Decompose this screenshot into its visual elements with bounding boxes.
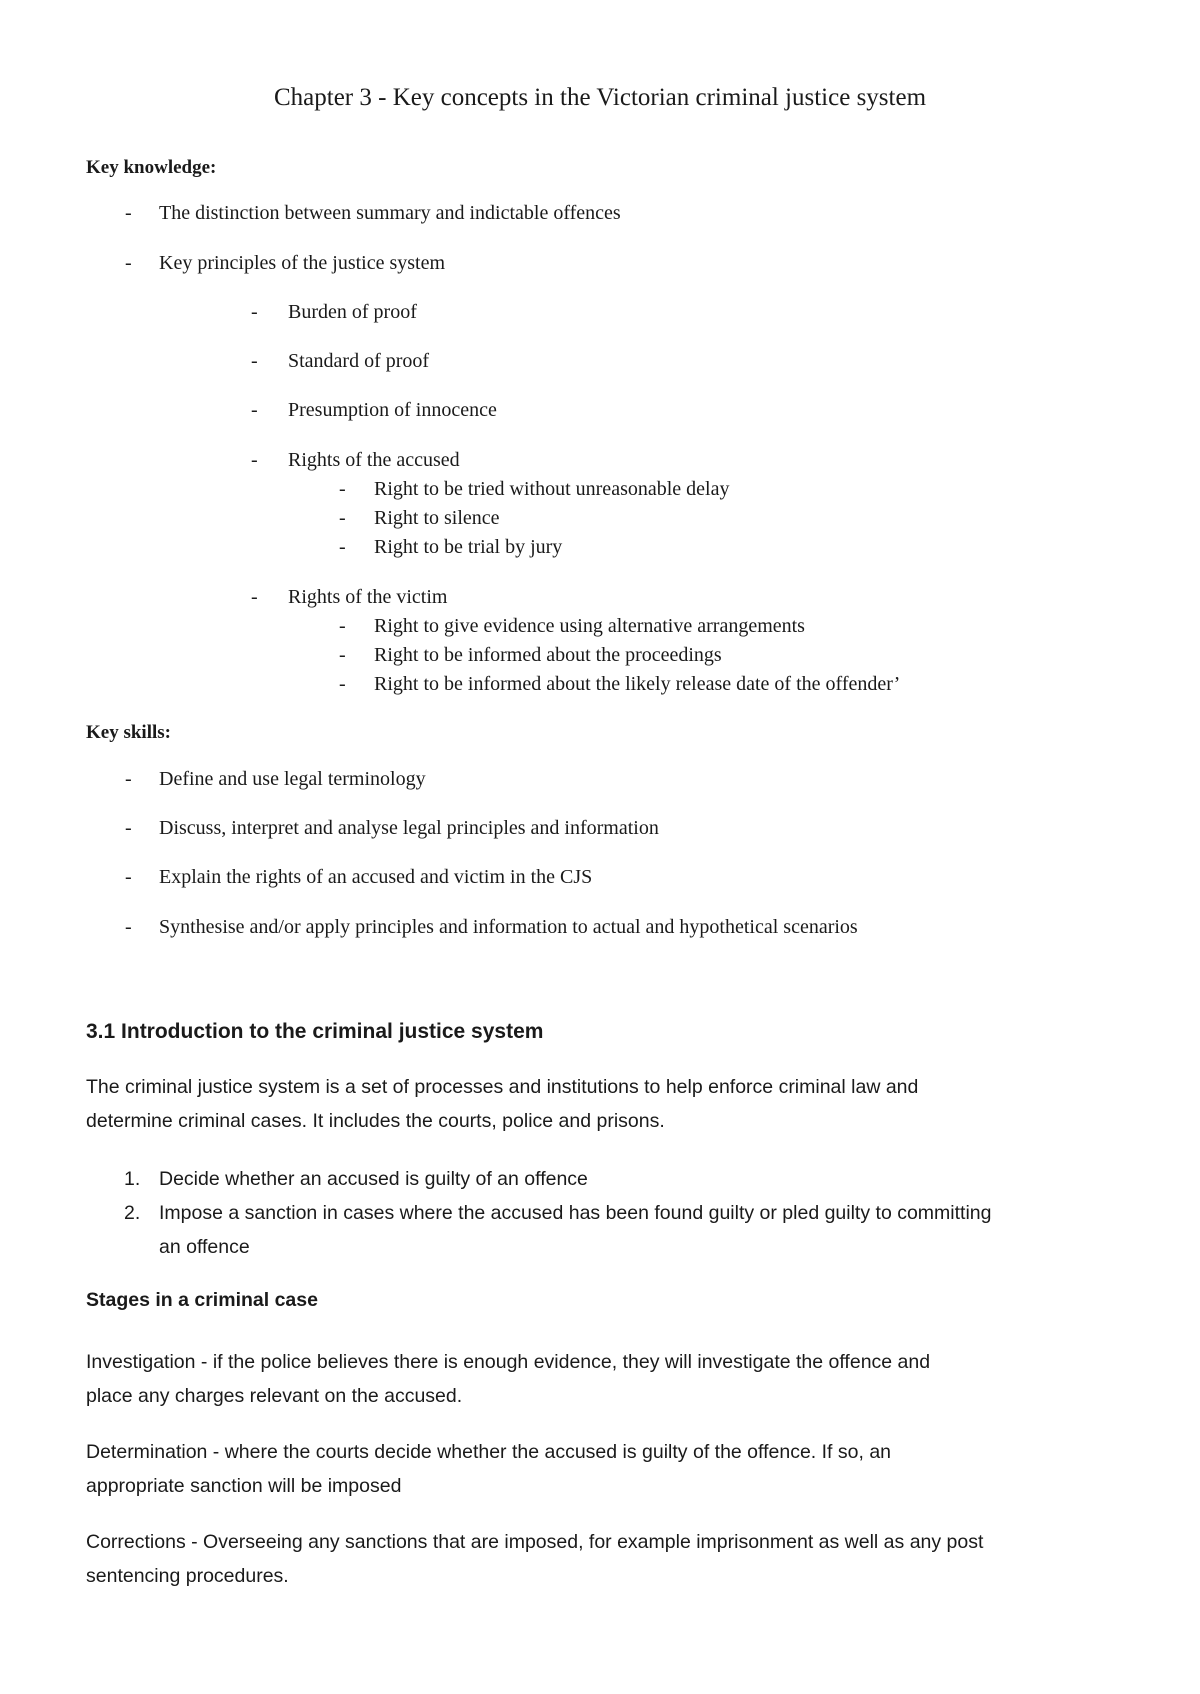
subsection-heading: Stages in a criminal case [86,1289,318,1311]
list-item: Impose a sanction in cases where the accused has been found guilty or pled guilty to committing [159,1202,992,1224]
list-item: Right to give evidence using alternative arrangements [374,615,805,637]
list-item: Presumption of innocence [288,399,497,421]
list-item-continuation: an offence [159,1236,250,1258]
key-knowledge-heading: Key knowledge: [86,157,217,178]
list-item: Decide whether an accused is guilty of an offence [159,1168,588,1190]
list-item: Burden of proof [288,301,417,323]
paragraph-line: Corrections - Overseeing any sanctions that are imposed, for example imprisonment as well as any post [86,1531,984,1553]
paragraph-line: Determination - where the courts decide whether the accused is guilty of the offence. If so, an [86,1441,892,1463]
list-item: Right to be trial by jury [374,536,563,558]
paragraph-line: determine criminal cases. It includes the courts, police and prisons. [86,1110,665,1132]
section-heading: 3.1 Introduction to the criminal justice system [86,1020,544,1043]
bullet-dash: - [125,817,132,839]
list-item: Define and use legal terminology [159,768,426,790]
list-item: Rights of the accused [288,449,460,471]
list-item: Standard of proof [288,350,430,372]
list-item: Key principles of the justice system [159,252,446,274]
bullet-dash: - [339,478,346,500]
bullet-dash: - [251,350,258,372]
list-item: The distinction between summary and indictable offences [159,202,621,224]
bullet-dash: - [339,644,346,666]
bullet-dash: - [339,536,346,558]
paragraph-line: Investigation - if the police believes there is enough evidence, they will investigate the offence and [86,1351,931,1373]
list-item: Discuss, interpret and analyse legal principles and information [159,817,659,839]
list-item: Right to silence [374,507,500,529]
list-item: Synthesise and/or apply principles and information to actual and hypothetical scenarios [159,916,858,938]
bullet-dash: - [125,916,132,938]
bullet-dash: - [251,449,258,471]
page-title: Chapter 3 - Key concepts in the Victorian criminal justice system [273,84,927,111]
paragraph-line: The criminal justice system is a set of processes and institutions to help enforce criminal law and [86,1076,919,1098]
bullet-dash: - [339,673,346,695]
bullet-dash: - [339,507,346,529]
bullet-dash: - [251,586,258,608]
bullet-dash: - [251,399,258,421]
list-item: Right to be informed about the proceedings [374,644,722,666]
list-item: Rights of the victim [288,586,448,608]
bullet-dash: - [251,301,258,323]
list-number: 2. [124,1202,141,1224]
list-item: Right to be informed about the likely release date of the offender’ [374,673,901,695]
list-item: Explain the rights of an accused and victim in the CJS [159,866,593,888]
paragraph-line: appropriate sanction will be imposed [86,1475,402,1497]
bullet-dash: - [339,615,346,637]
bullet-dash: - [125,768,132,790]
bullet-dash: - [125,252,132,274]
list-item: Right to be tried without unreasonable delay [374,478,730,500]
paragraph-line: sentencing procedures. [86,1565,289,1587]
bullet-dash: - [125,202,132,224]
bullet-dash: - [125,866,132,888]
paragraph-line: place any charges relevant on the accused. [86,1385,463,1407]
list-number: 1. [124,1168,141,1190]
key-skills-heading: Key skills: [86,722,171,743]
